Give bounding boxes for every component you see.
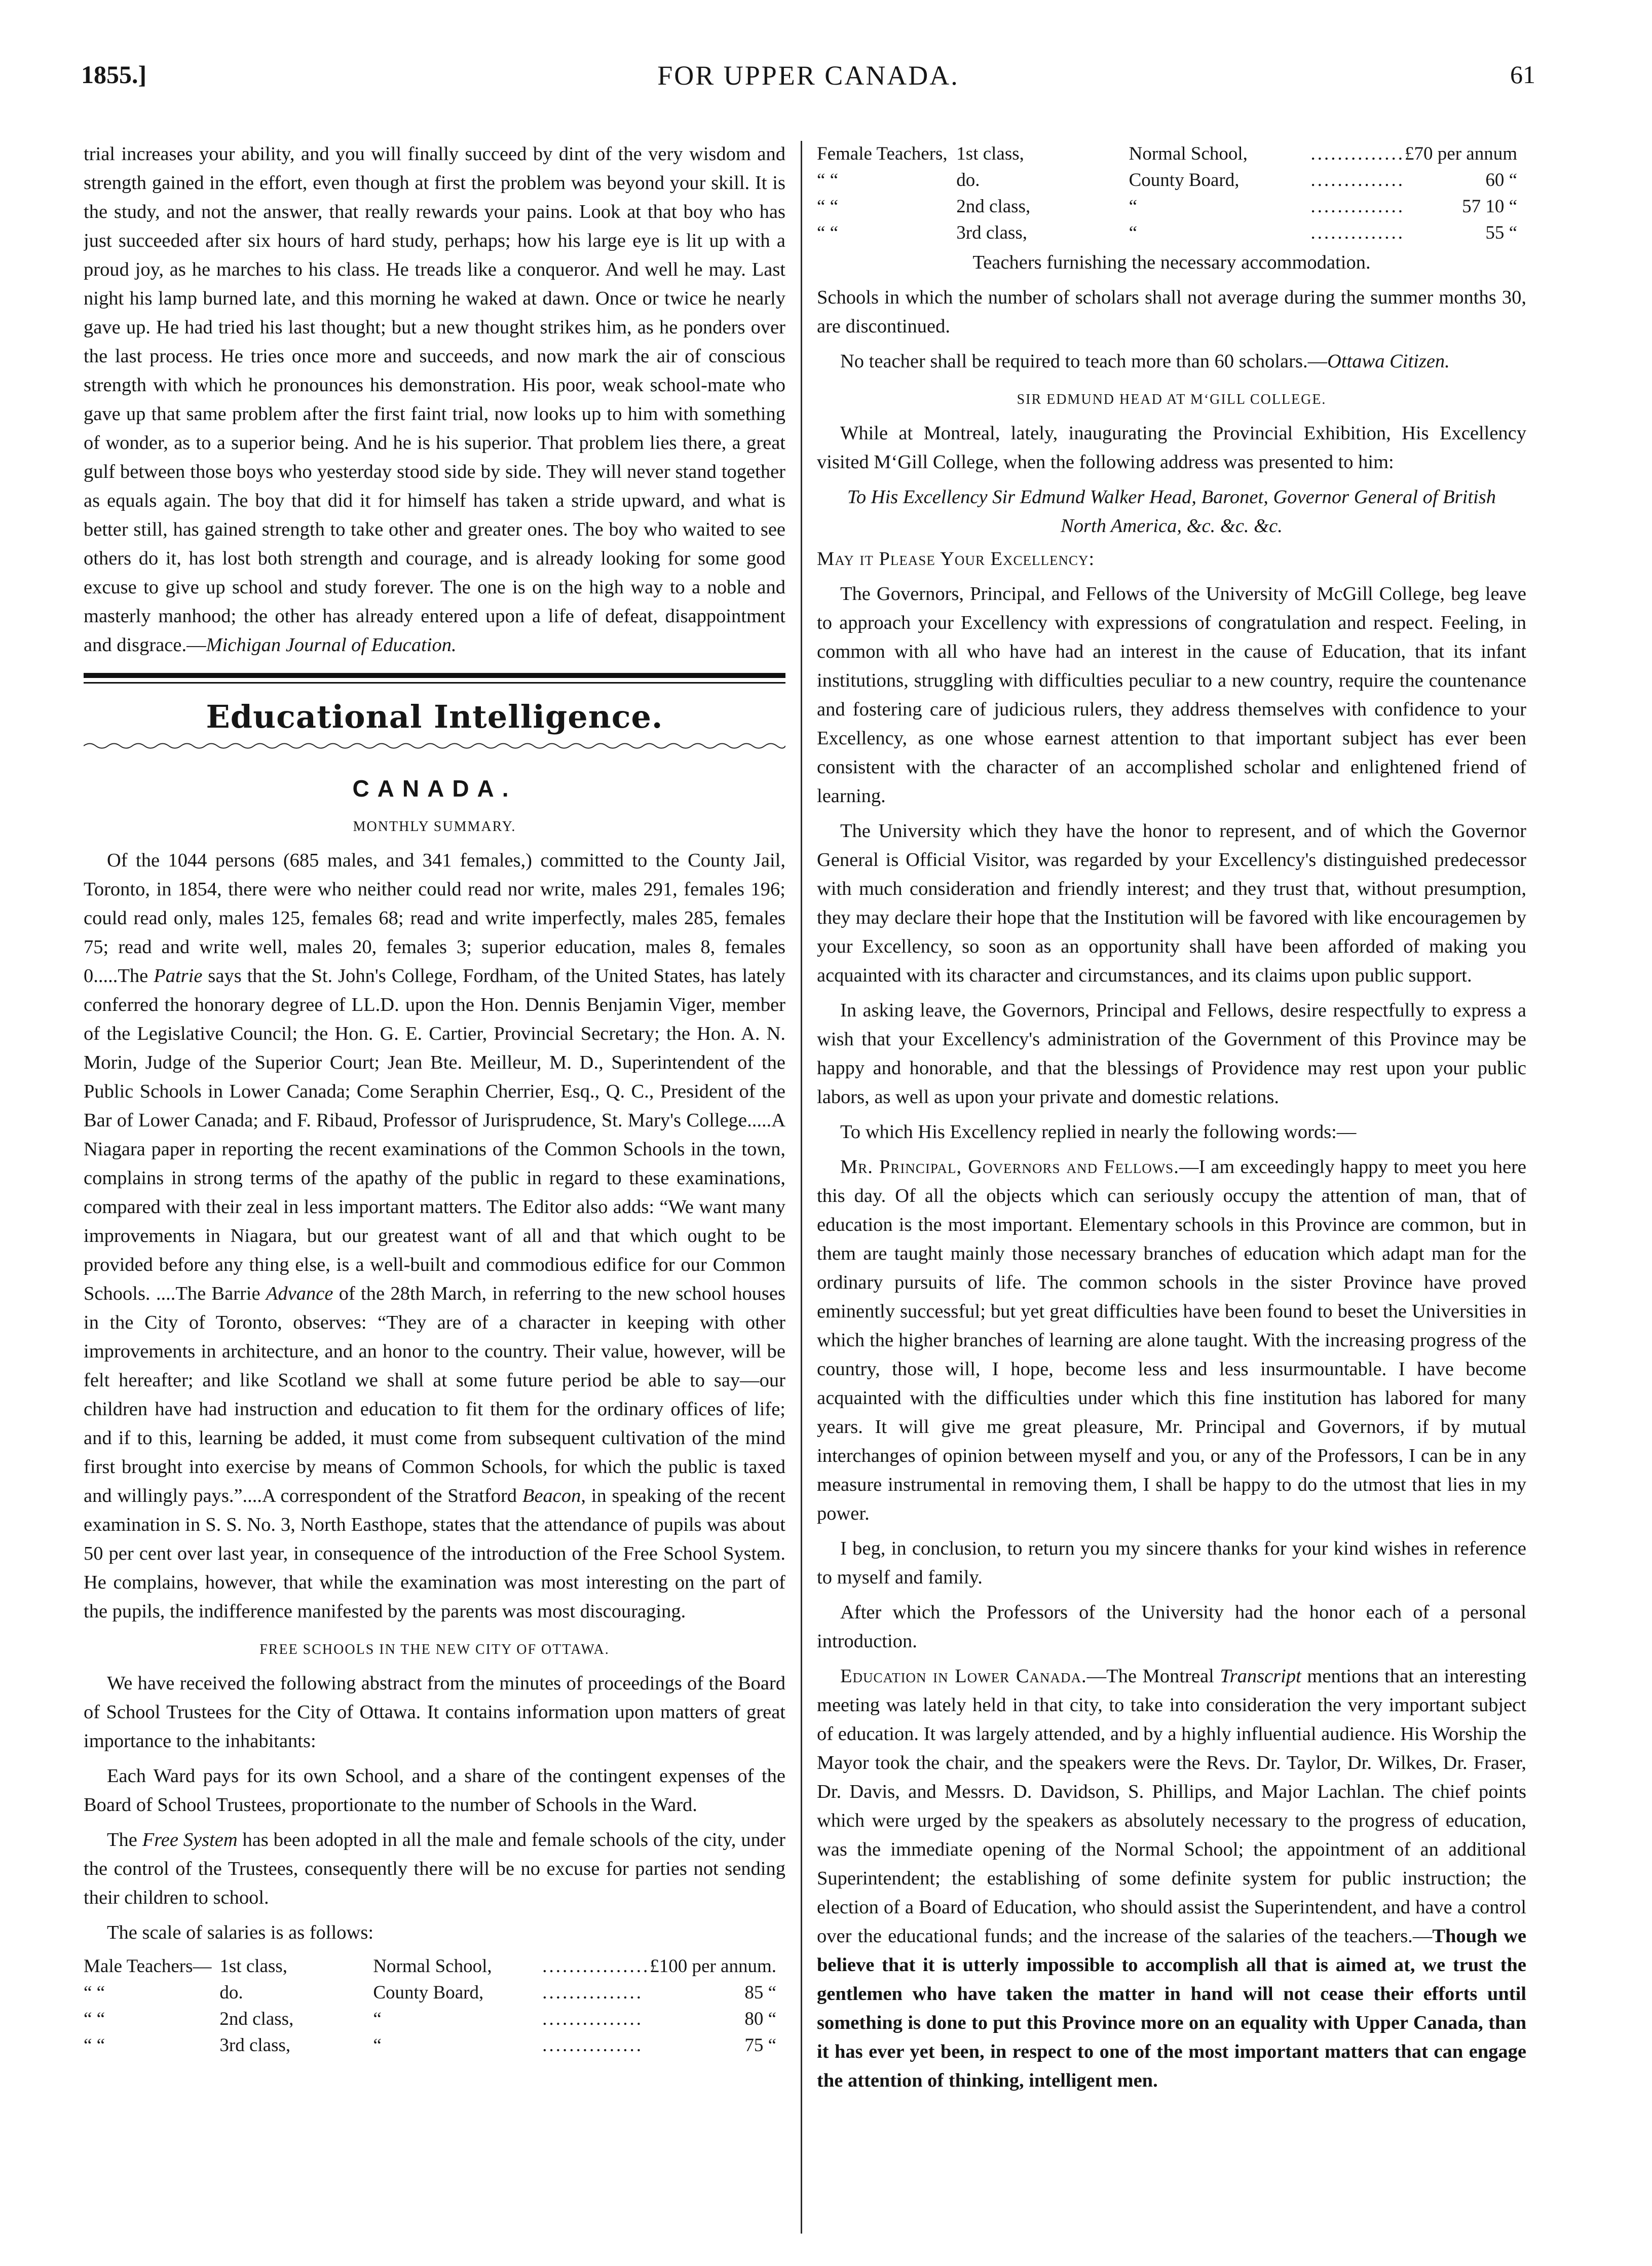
paragraph-sixty-scholars: No teacher shall be required to teach more than 60 scholars.—Ottawa Citizen. xyxy=(840,351,1450,372)
subheading-ottawa: FREE SCHOOLS IN THE NEW CITY OF OTTAWA. xyxy=(259,1642,610,1657)
female-salary-table xyxy=(817,141,1526,246)
table-row: “ “ 2nd class, “ ............... 80 “ xyxy=(84,2009,776,2029)
wavy-rule xyxy=(84,740,785,751)
table-row: “ “ 3rd class, “ ............... 75 “ xyxy=(84,2035,776,2056)
header-title: FOR UPPER CANADA. xyxy=(657,60,959,91)
table-row: Female Teachers, 1st class, Normal School, .............. £70 per annum xyxy=(817,143,1517,164)
paragraph-mcgill-4: In asking leave, the Governors, Principal and Fellows, desire respectfully to express a wish that your Excellency's administration of the Government of this Province may be happy and honorable, and that the blessings of Providence may rest upon your public labors, as well as upon your private and domestic relations. xyxy=(817,1000,1526,1108)
right-column xyxy=(817,140,1526,2243)
source-michigan: Michigan Journal of Education. xyxy=(206,634,457,656)
paragraph-mcgill-5: To which His Excellency replied in nearly the following words:— xyxy=(840,1121,1357,1143)
section-heading-canada: CANADA. xyxy=(352,775,517,802)
paragraph-lower-canada: Education in Lower Canada.—The Montreal Transcript mentions that an interesting meeting was lately held in that city, to take into consideration the very important subject of education. It was largely attended, and by a highly influential audience. His Worship the Mayor took the chair, and the speakers were the Revs. Dr. Taylor, Dr. Wilkes, Dr. Fraser, Dr. Davis, and Messrs. D. Davidson, S. Phillips, and Major Lachlan. The chief points which were urged by the speakers as absolutely necessary to the progress of education, was the immediate opening of the Normal School; the appointment of an additional Superintendent; the establishing of some definite system for public instruction; the election of a Board of Education, who should assist the Superintendent, and have a control over the educational funds; and the increase of the salaries of the teachers.—Though we believe that it is utterly impossible to accomplish all that is aimed at, we trust the gentlemen who have taken the matter in hand will not cease their efforts until something is done to put this Province more on an equality with Upper Canada, than it has ever yet been, in respect to one of the most important matters that can engage the attention of thinking, intelligent men. xyxy=(817,1666,1526,2091)
paragraph-discontinued: Schools in which the number of scholars shall not average during the summer months 30, are discontinued. xyxy=(817,287,1526,337)
subheading-monthly-summary: MONTHLY SUMMARY. xyxy=(353,819,516,835)
section-rule-thick xyxy=(84,673,785,678)
paragraph-mcgill-1: While at Montreal, lately, inaugurating the Provincial Exhibition, His Excellency visited M‘Gill College, when the following address was presented to him: xyxy=(817,423,1526,473)
source-ottawa-citizen: Ottawa Citizen. xyxy=(1327,351,1450,372)
salutation: May it Please Your Excellency: xyxy=(817,548,1095,570)
column-divider xyxy=(801,141,802,2234)
page-number: 61 xyxy=(1510,60,1535,89)
paragraph-ottawa-1: We have received the following abstract from the minutes of proceedings of the Board of School Trustees for the City of Ottawa. It contains information upon matters of great importance to the inhabitants: xyxy=(84,1673,785,1752)
table-row: “ “ 2nd class, “ .............. 57 10 “ xyxy=(817,196,1517,217)
paragraph-trial: trial increases your ability, and you will finally succeed by dint of the very wisdom and strength gained in the effort, even though at first the problem was beyond your skill. It is the study, and not the answer, that really rewards your pains. Look at that boy who has just succeeded after six hours of hard study, perhaps; how his large eye is lit up with a proud joy, as he marches to his class. He treads like a conqueror. And well he may. Last night his lamp burned late, and this morning he waked at dawn. Once or twice he nearly gave up. He had tried his last thought; but a new thought strikes him, as he ponders over the last process. He tries once more and succeeds, and now mark the air of conscious strength with which he pronounces his demonstration. His poor, weak school-mate who gave up that same problem after the first faint trial, now looks up to him with something of wonder, as to a superior being. And he is his superior. That problem lies there, a great gulf between those boys who yesterday stood side by side. They will never stand together as equals again. The boy that did it for himself has taken a stride upward, and what is better still, has gained strength to take other and greater ones. The boy who waited to see others do it, has lost both strength and courage, and is already looking for some good excuse to give up school and study forever. The one is on the high way to a noble and masterly manhood; the other has already entered upon a life of defeat, disappointment and disgrace.—Michigan Journal of Education. xyxy=(84,143,785,656)
paragraph-monthly-summary: Of the 1044 persons (685 males, and 341 females,) committed to the County Jail, Toronto, in 1854, there were who neither could read nor write, males 291, females 196; could read only, males 125, females 68; read and write imperfectly, males 285, females 75; read and write well, males 20, females 3; superior education, males 8, females 0.....The Patrie says that the St. John's College, Fordham, of the United States, has lately conferred the honorary degree of LL.D. upon the Hon. Dennis Benjamin Viger, member of the Legislative Council; the Hon. G. E. Cartier, Provincial Secretary; the Hon. A. N. Morin, Judge of the Superior Court; Jean Bte. Meilleur, M. D., Superintendent of the Public Schools in Lower Canada; Come Seraphin Cherrier, Esq., Q. C., President of the Bar of Lower Canada; and F. Ribaud, Professor of Jurisprudence, St. Mary's College.....A Niagara paper in reporting the recent examinations of the Common Schools in the town, complains in strong terms of the apathy of the public in regard to these examinations, compared with their zeal in less important matters. The Editor also adds: “We want many improvements in Niagara, but our greatest want of all and that which ought to be provided before any thing else, is a well-built and commodious edifice for our Common Schools. ....The Barrie Advance of the 28th March, in referring to the new school houses in the City of Toronto, observes: “They are of a character in keeping with other improvements in architecture, and an honor to the country. Their value, however, will be felt hereafter; and like Scotland we shall at some future period be able to say—our children have had instruction and education to fit them for the ordinary offices of life; and if to this, learning be added, it must come from subsequent cultivation of the mind first brought into exercise by means of Common Schools, for which the public is taxed and willingly pays.”....A correspondent of the Stratford Beacon, in speaking of the recent examination in S. S. No. 3, North Easthope, states that the attendance of pupils was about 50 per cent over last year, in consequence of the introduction of the Free School System. He complains, however, that while the examination was most interesting on the part of the pupils, the indifference manifested by the parents was most discouraging. xyxy=(84,850,785,1622)
addressee: To His Excellency Sir Edmund Walker Head, Baronet, Governor General of British North America, &c. &c. &c. xyxy=(847,486,1496,537)
paragraph-mcgill-2: The Governors, Principal, and Fellows of the University of McGill College, beg leave to approach your Excellency with expressions of congratulation and respect. Feeling, in common with all who have had an interest in the cause of Education, that its infant institutions, struggling with difficulties peculiar to a new country, require the countenance and fostering care of judicious rulers, they address themselves with confidence to your Excellency, as one whose earnest attention to that important subject has ever been consistent with the character of an accomplished scholar and enlightened friend of learning. xyxy=(817,583,1526,807)
table-row: “ “ do. County Board, ............... 85 “ xyxy=(84,1982,776,2003)
paragraph-mcgill-3: The University which they have the honor to represent, and of which the Governor General is Official Visitor, was regarded by your Excellency's distinguished predecessor with much consideration and friendly interest; and they trust that, without presumption, they may declare their hope that the Institution will be favored with like encouragemen by your Excellency, so soon as an opportunity shall have been afforded of making you acquainted with its character and circumstances, and its claims upon public support. xyxy=(817,820,1526,986)
male-salary-table xyxy=(84,1953,785,2059)
paragraph-reply-3: After which the Professors of the University had the honor each of a personal introduction. xyxy=(817,1602,1526,1652)
paragraph-reply-1: Mr. Principal, Governors and Fellows.—I am exceedingly happy to meet you here this day. Of all the objects which can seriously occupy the attention of man, that of education is the most important. Elementary schools in this Province are common, but in them are taught mainly those necessary branches of education which adapt man for the ordinary pursuits of life. The common schools in the sister Province have proved eminently successful; but yet great difficulties have been found to beset the Universities in which the higher branches of learning are alone taught. With the increasing progress of the country, those will, I hope, become less and less insurmountable. I have become acquainted with the difficulties under which this fine institution has labored for many years. It will give me great pleasure, Mr. Principal and Governors, if by mutual interchanges of opinion between myself and you, or any of the Professors, I can be in any measure instrumental in removing them, I shall be happy to do the utmost that lies in my power. xyxy=(817,1156,1526,1524)
table-row: “ “ do. County Board, .............. 60 “ xyxy=(817,170,1517,191)
section-rule-thin xyxy=(84,682,785,684)
paragraph-ottawa-3: The Free System has been adopted in all the male and female schools of the city, under the control of the Trustees, consequently there will be no excuse for parties not sending their children to school. xyxy=(84,1829,785,1908)
paragraph-reply-2: I beg, in conclusion, to return you my sincere thanks for your kind wishes in reference to myself and family. xyxy=(817,1538,1526,1588)
page-header xyxy=(81,60,1535,105)
header-date: 1855.] xyxy=(81,60,147,89)
paragraph-ottawa-2: Each Ward pays for its own School, and a share of the contingent expenses of the Board of School Trustees, proportionate to the number of Schools in the Ward. xyxy=(84,1765,785,1816)
left-column xyxy=(84,140,785,2243)
paragraph-ottawa-4: The scale of salaries is as follows: xyxy=(107,1922,374,1943)
table-row: Male Teachers— 1st class, Normal School, ................ £100 per annum. xyxy=(84,1956,776,1977)
section-banner-educational-intelligence: Educational Intelligence. xyxy=(206,698,663,735)
accommodation-note: Teachers furnishing the necessary accommodation. xyxy=(972,252,1371,273)
subheading-mcgill: SIR EDMUND HEAD AT M‘GILL COLLEGE. xyxy=(1017,392,1327,407)
table-row: “ “ 3rd class, “ .............. 55 “ xyxy=(817,222,1517,243)
